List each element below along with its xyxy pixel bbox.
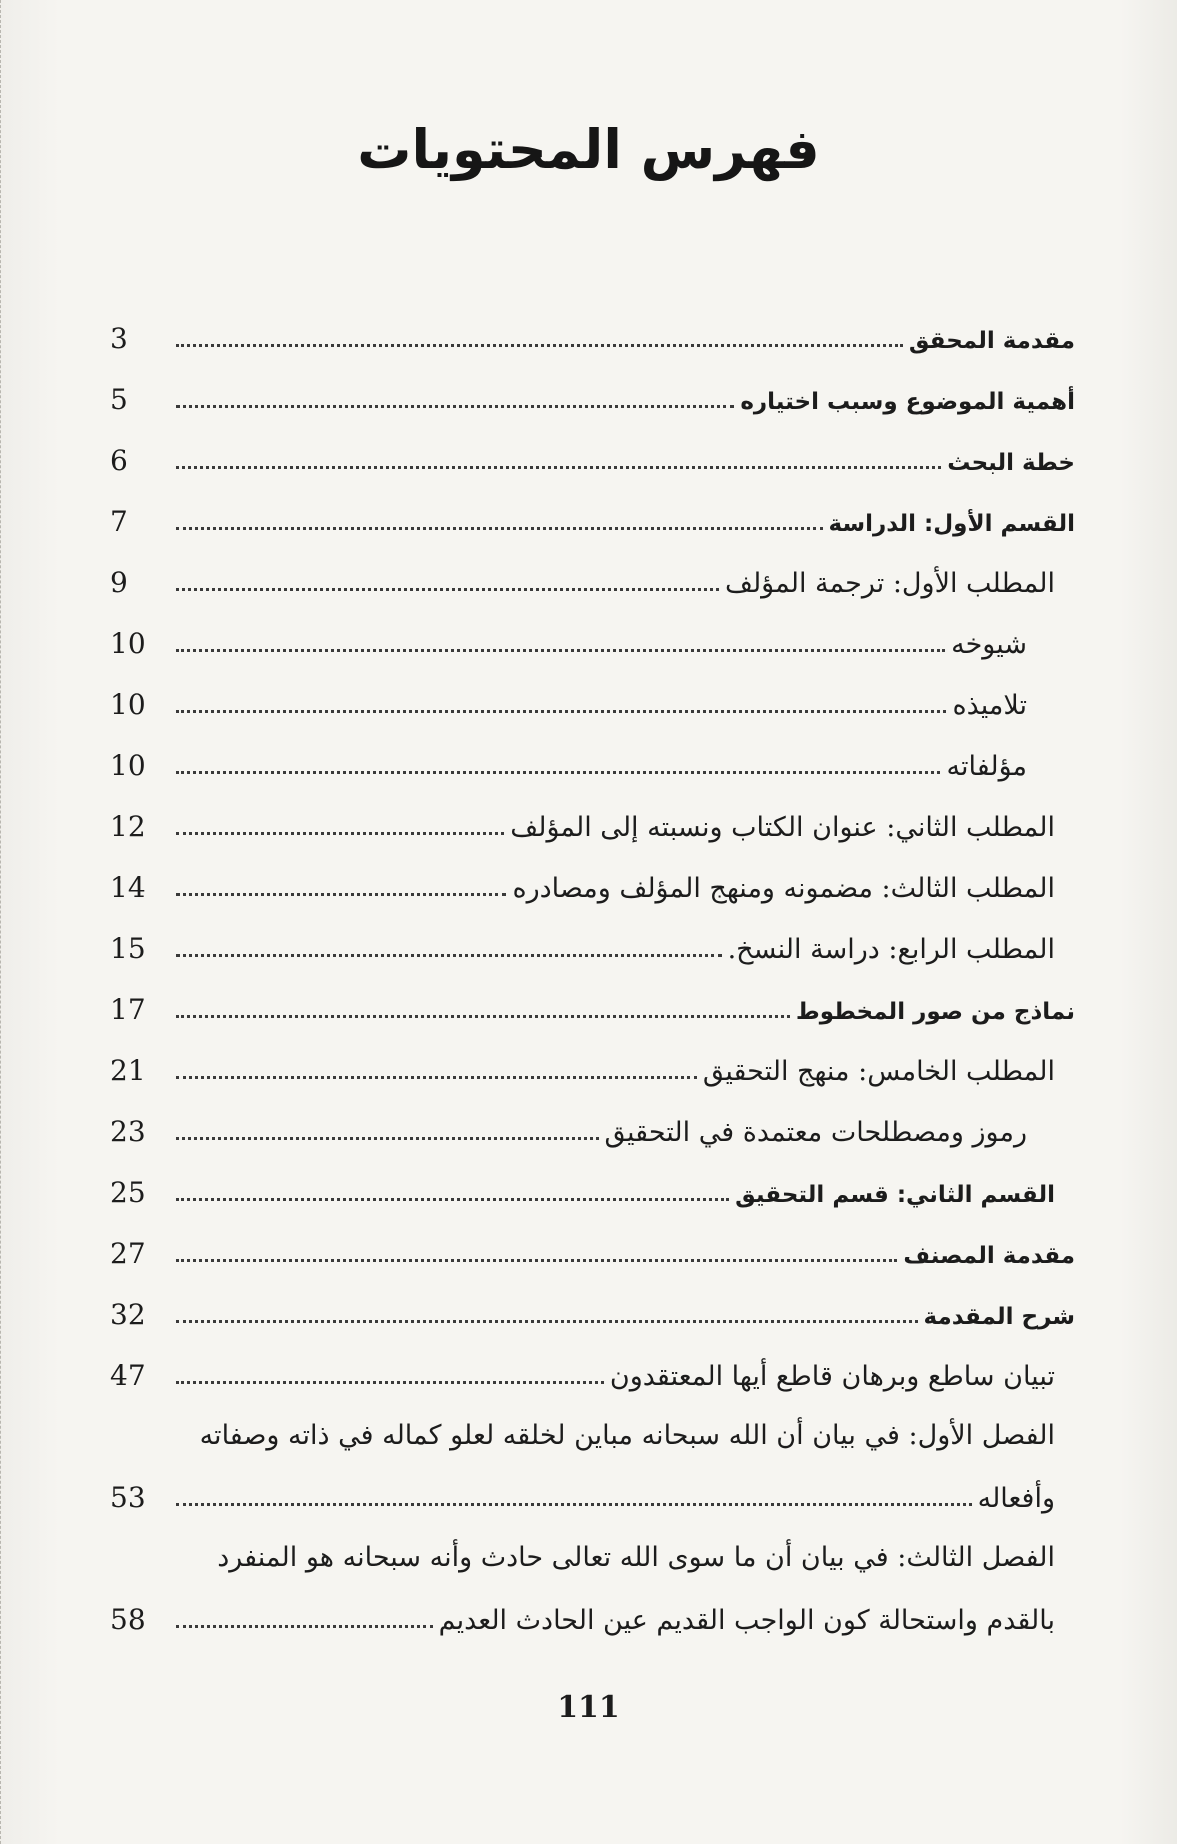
toc-entry-page: 27	[110, 1237, 146, 1270]
toc-entry-page: 3	[110, 322, 128, 355]
toc-entry-label: الفصل الأول: في بيان أن الله سبحانه مباين لخلقه لعلو كماله في ذاته وصفاته	[199, 1420, 1055, 1451]
toc-entry-page: 10	[110, 627, 146, 660]
toc-entry-page: 32	[110, 1298, 146, 1331]
dot-leader	[176, 464, 941, 469]
dot-leader	[176, 403, 734, 408]
toc-entry-page: 15	[110, 932, 146, 965]
dot-leader	[176, 586, 719, 591]
toc-entry	[110, 1207, 1075, 1268]
toc-entry-label: شيوخه	[951, 629, 1027, 660]
toc-entry	[110, 902, 1075, 963]
toc-entry-page: 10	[110, 749, 146, 782]
dot-leader	[176, 830, 504, 835]
dot-leader	[176, 952, 722, 957]
toc-entry-page: 23	[110, 1115, 146, 1148]
page-title: فهرس المحتويات	[357, 118, 820, 181]
toc-entry-first-line	[110, 1512, 1075, 1573]
toc-entry-label: وأفعاله	[977, 1483, 1055, 1514]
toc-entry-label: المطلب الثاني: عنوان الكتاب ونسبته إلى المؤلف	[510, 812, 1055, 843]
toc-entry-label: المطلب الأول: ترجمة المؤلف	[725, 568, 1055, 599]
dot-leader	[176, 1074, 697, 1079]
dot-leader	[176, 1623, 433, 1628]
toc-entry-page: 53	[110, 1481, 146, 1514]
dot-leader	[176, 891, 506, 896]
toc-entry	[110, 597, 1075, 658]
dot-leader	[176, 769, 940, 774]
toc-entry-label: تبيان ساطع وبرهان قاطع أيها المعتقدون	[609, 1361, 1055, 1392]
toc-entry-label: القسم الثاني: قسم التحقيق	[735, 1182, 1055, 1208]
toc-entry-label: الفصل الثالث: في بيان أن ما سوى الله تعالى حادث وأنه سبحانه هو المنفرد	[217, 1542, 1055, 1573]
toc-entry-first-line	[110, 1390, 1075, 1451]
toc-entry-page: 14	[110, 871, 146, 904]
toc-entry	[110, 1268, 1075, 1329]
dot-leader	[176, 1501, 972, 1506]
toc-entry	[110, 719, 1075, 780]
dot-leader	[176, 1135, 599, 1140]
dot-leader	[176, 708, 946, 713]
toc-entry	[110, 1024, 1075, 1085]
toc-entry	[110, 841, 1075, 902]
toc-entry	[110, 1329, 1075, 1390]
dot-leader	[176, 1196, 729, 1201]
toc-entry-label: تلاميذه	[952, 690, 1027, 721]
dot-leader	[176, 647, 945, 652]
toc-entry	[110, 1085, 1075, 1146]
toc-entry-label: المطلب الخامس: منهج التحقيق	[702, 1056, 1055, 1087]
toc-entry-label: مقدمة المصنف	[903, 1243, 1075, 1269]
toc-entry-page: 58	[110, 1603, 146, 1636]
dot-leader	[176, 1013, 790, 1018]
toc-entry-label: شرح المقدمة	[923, 1304, 1075, 1330]
dot-leader	[176, 1379, 604, 1384]
toc-entry-page: 5	[110, 383, 128, 416]
toc-entry-label: أهمية الموضوع وسبب اختياره	[740, 389, 1075, 415]
toc-entry-label: رموز ومصطلحات معتمدة في التحقيق	[604, 1117, 1027, 1148]
dot-leader	[176, 342, 903, 347]
toc-entry-label: القسم الأول: الدراسة	[828, 511, 1075, 537]
toc-entry-label: المطلب الرابع: دراسة النسخ.	[727, 934, 1055, 965]
toc-entry	[110, 658, 1075, 719]
toc-entry-label: نماذج من صور المخطوط	[795, 999, 1075, 1025]
toc-entry-page: 7	[110, 505, 128, 538]
toc-entry-page: 21	[110, 1054, 146, 1087]
toc-entry	[110, 536, 1075, 597]
toc-entry-page: 47	[110, 1359, 146, 1392]
toc-entry-label: مؤلفاته	[946, 751, 1027, 782]
page-edge	[0, 0, 5, 1844]
dot-leader	[176, 525, 823, 530]
page-number: 111	[557, 1690, 620, 1725]
toc-entry-page: 6	[110, 444, 128, 477]
toc-entry	[110, 1573, 1075, 1634]
toc-entry-label: خطة البحث	[947, 450, 1075, 476]
toc-entry	[110, 353, 1075, 414]
toc-entry	[110, 414, 1075, 475]
toc-entry-page: 25	[110, 1176, 146, 1209]
toc-entry-page: 12	[110, 810, 146, 843]
toc-entry-label: المطلب الثالث: مضمونه ومنهج المؤلف ومصادره	[512, 873, 1055, 904]
dot-leader	[176, 1318, 918, 1323]
toc-entry	[110, 292, 1075, 353]
toc-entry-page: 9	[110, 566, 128, 599]
toc-entry	[110, 475, 1075, 536]
toc-entry-label: مقدمة المحقق	[908, 328, 1075, 354]
toc-entry	[110, 1451, 1075, 1512]
toc-entry-page: 17	[110, 993, 146, 1026]
toc-entry	[110, 1146, 1075, 1207]
toc-entry-page: 10	[110, 688, 146, 721]
table-of-contents	[110, 292, 1075, 1634]
toc-entry	[110, 963, 1075, 1024]
toc-entry-label: بالقدم واستحالة كون الواجب القديم عين الحادث العديم	[438, 1605, 1055, 1636]
toc-entry	[110, 780, 1075, 841]
dot-leader	[176, 1257, 897, 1262]
